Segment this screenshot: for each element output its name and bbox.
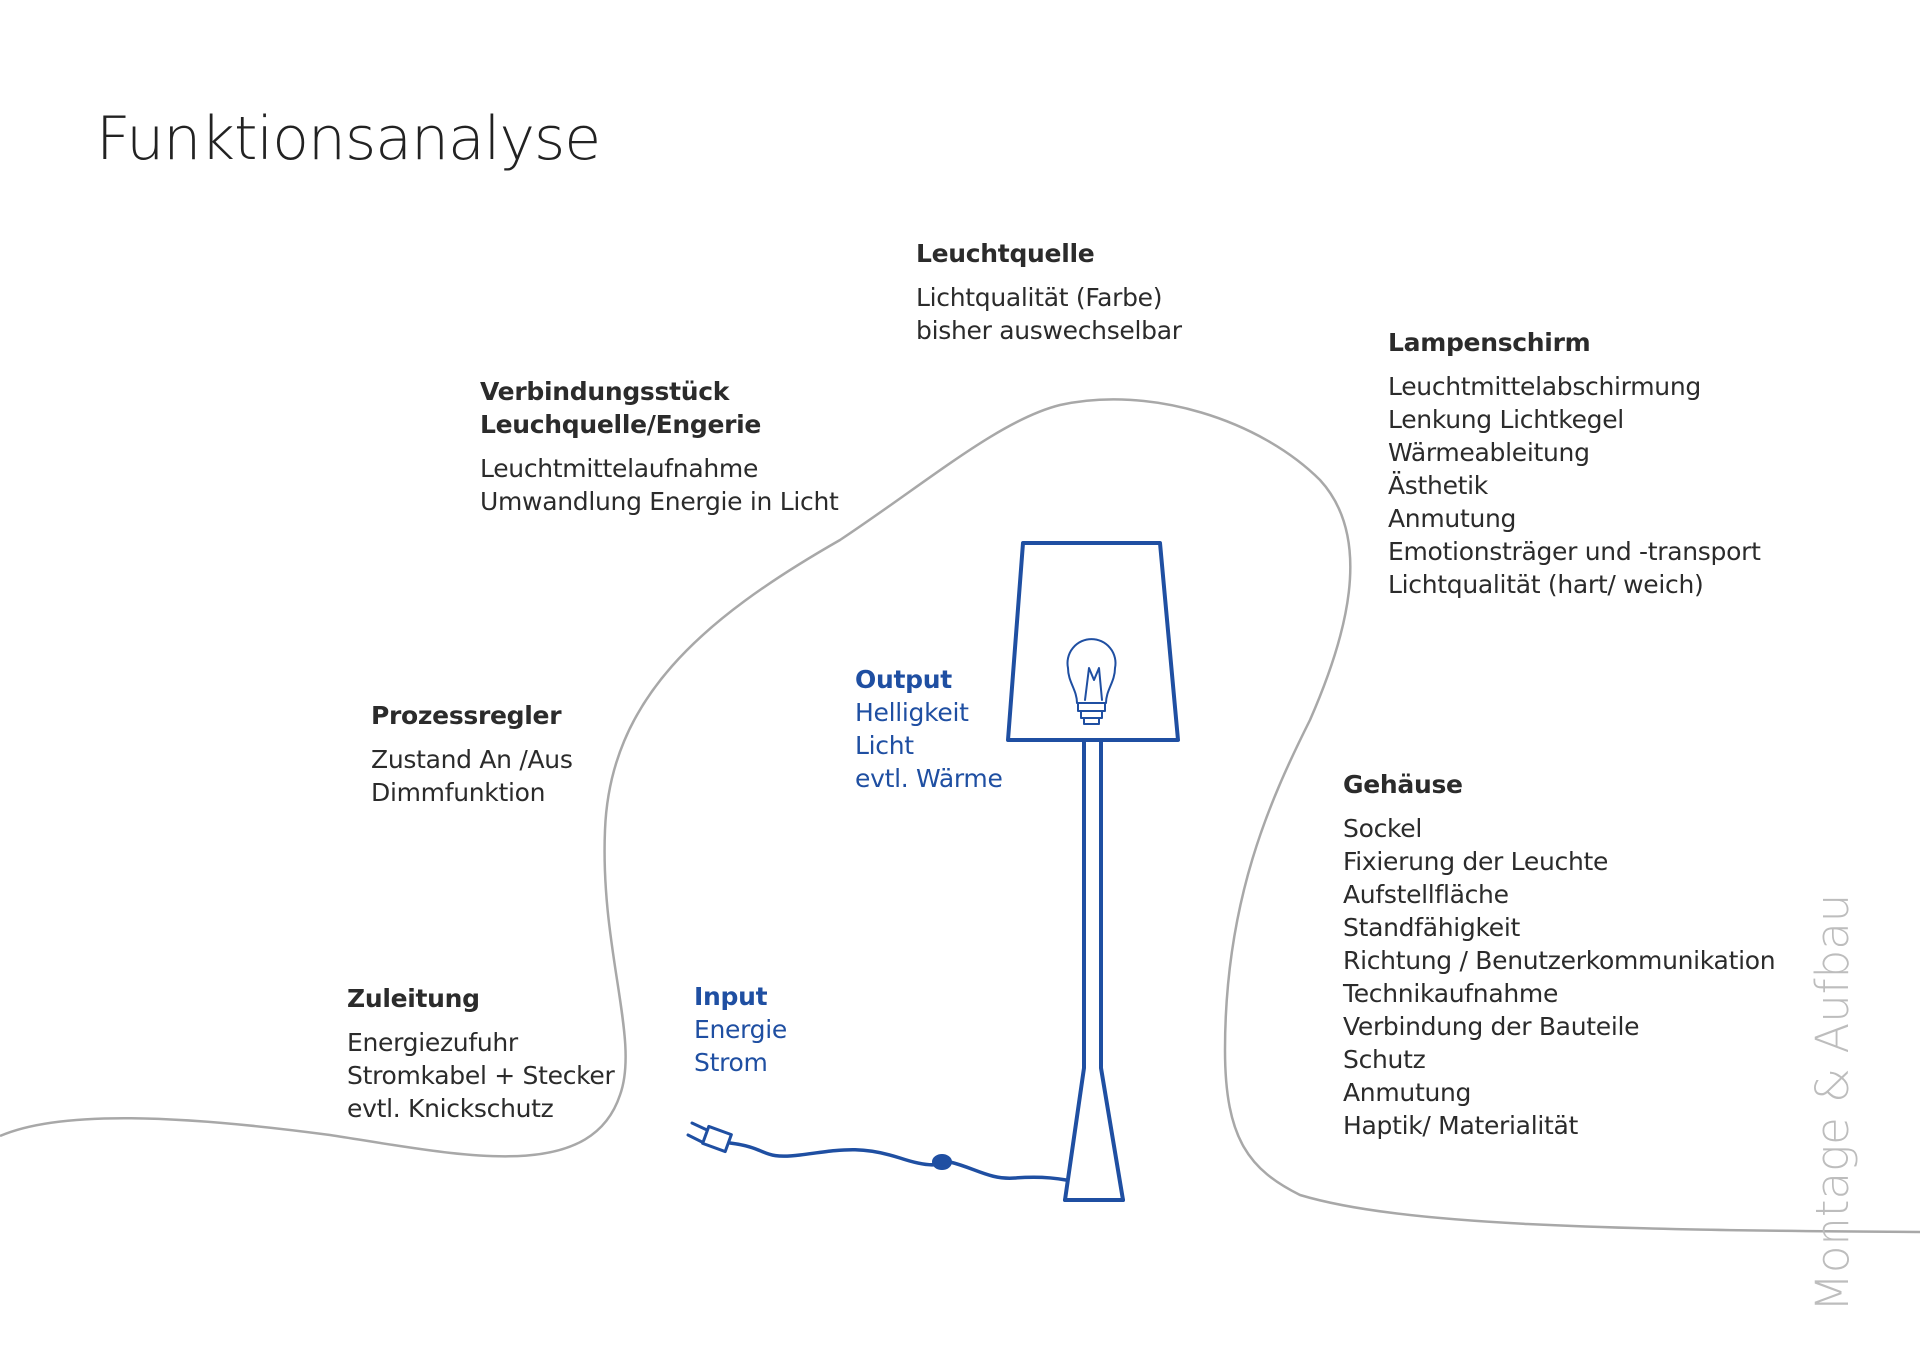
zuleitung-item: Stromkabel + Stecker bbox=[347, 1061, 615, 1090]
lampenschirm-item: Ästhetik bbox=[1388, 471, 1488, 500]
gehaeuse-item: Verbindung der Bauteile bbox=[1343, 1012, 1640, 1041]
input-item: Energie bbox=[694, 1015, 787, 1044]
output-item: Helligkeit bbox=[855, 698, 969, 727]
verbindungsstueck-title: Verbindungsstück bbox=[480, 377, 730, 406]
output-item: Licht bbox=[855, 731, 914, 760]
prozessregler-item: Dimmfunktion bbox=[371, 778, 546, 807]
prozessregler-item: Zustand An /Aus bbox=[371, 745, 573, 774]
zuleitung-item: Energiezufuhr bbox=[347, 1028, 518, 1057]
lampenschirm-item: Wärmeableitung bbox=[1388, 438, 1590, 467]
leuchtquelle-title: Leuchtquelle bbox=[916, 239, 1095, 268]
gehaeuse-item: Richtung / Benutzerkommunikation bbox=[1343, 946, 1776, 975]
verbindungsstueck-item: Umwandlung Energie in Licht bbox=[480, 487, 839, 516]
cable-switch bbox=[934, 1156, 950, 1168]
gehaeuse-item: Aufstellfläche bbox=[1343, 880, 1509, 909]
lampenschirm-item: Anmutung bbox=[1388, 504, 1517, 533]
gehaeuse-block bbox=[1343, 768, 1775, 1142]
gehaeuse-item: Technikaufnahme bbox=[1343, 979, 1559, 1008]
prozessregler-block bbox=[371, 699, 573, 809]
gehaeuse-item: Fixierung der Leuchte bbox=[1343, 847, 1609, 876]
lampenschirm-title: Lampenschirm bbox=[1388, 328, 1591, 357]
gehaeuse-item: Haptik/ Materialität bbox=[1343, 1111, 1579, 1140]
side-caption: Montage & Aufbau bbox=[1806, 893, 1859, 1312]
lamp-stem bbox=[1065, 740, 1123, 1200]
lampenschirm-block bbox=[1388, 326, 1761, 601]
input-title: Input bbox=[694, 982, 768, 1011]
plug-icon bbox=[688, 1123, 731, 1152]
lampenschirm-item: Emotionsträger und -transport bbox=[1388, 537, 1761, 566]
lampenschirm-item: Lenkung Lichtkegel bbox=[1388, 405, 1624, 434]
lampenschirm-item: Lichtqualität (hart/ weich) bbox=[1388, 570, 1704, 599]
light-bulb-icon bbox=[1068, 639, 1116, 724]
leuchtquelle-item: bisher auswechselbar bbox=[916, 316, 1182, 345]
zuleitung-block bbox=[347, 982, 615, 1125]
zuleitung-title: Zuleitung bbox=[347, 984, 480, 1013]
prozessregler-title: Prozessregler bbox=[371, 701, 562, 730]
input-block bbox=[694, 980, 787, 1079]
power-cable bbox=[730, 1143, 1066, 1180]
gehaeuse-item: Schutz bbox=[1343, 1045, 1426, 1074]
gehaeuse-title: Gehäuse bbox=[1343, 770, 1463, 799]
gehaeuse-item: Anmutung bbox=[1343, 1078, 1472, 1107]
zuleitung-item: evtl. Knickschutz bbox=[347, 1094, 554, 1123]
verbindungsstueck-title: Leuchquelle/Engerie bbox=[480, 410, 762, 439]
gehaeuse-item: Standfähigkeit bbox=[1343, 913, 1521, 942]
leuchtquelle-block bbox=[916, 237, 1182, 347]
output-title: Output bbox=[855, 665, 952, 694]
lampenschirm-item: Leuchtmittelabschirmung bbox=[1388, 372, 1701, 401]
leuchtquelle-item: Lichtqualität (Farbe) bbox=[916, 283, 1163, 312]
page-title: Funktionsanalyse bbox=[96, 104, 601, 174]
gehaeuse-item: Sockel bbox=[1343, 814, 1423, 843]
verbindungsstueck-item: Leuchtmittelaufnahme bbox=[480, 454, 759, 483]
verbindungsstueck-block bbox=[480, 375, 839, 518]
input-item: Strom bbox=[694, 1048, 768, 1077]
output-item: evtl. Wärme bbox=[855, 764, 1003, 793]
floor-lamp bbox=[688, 543, 1178, 1200]
output-block bbox=[855, 663, 1003, 795]
